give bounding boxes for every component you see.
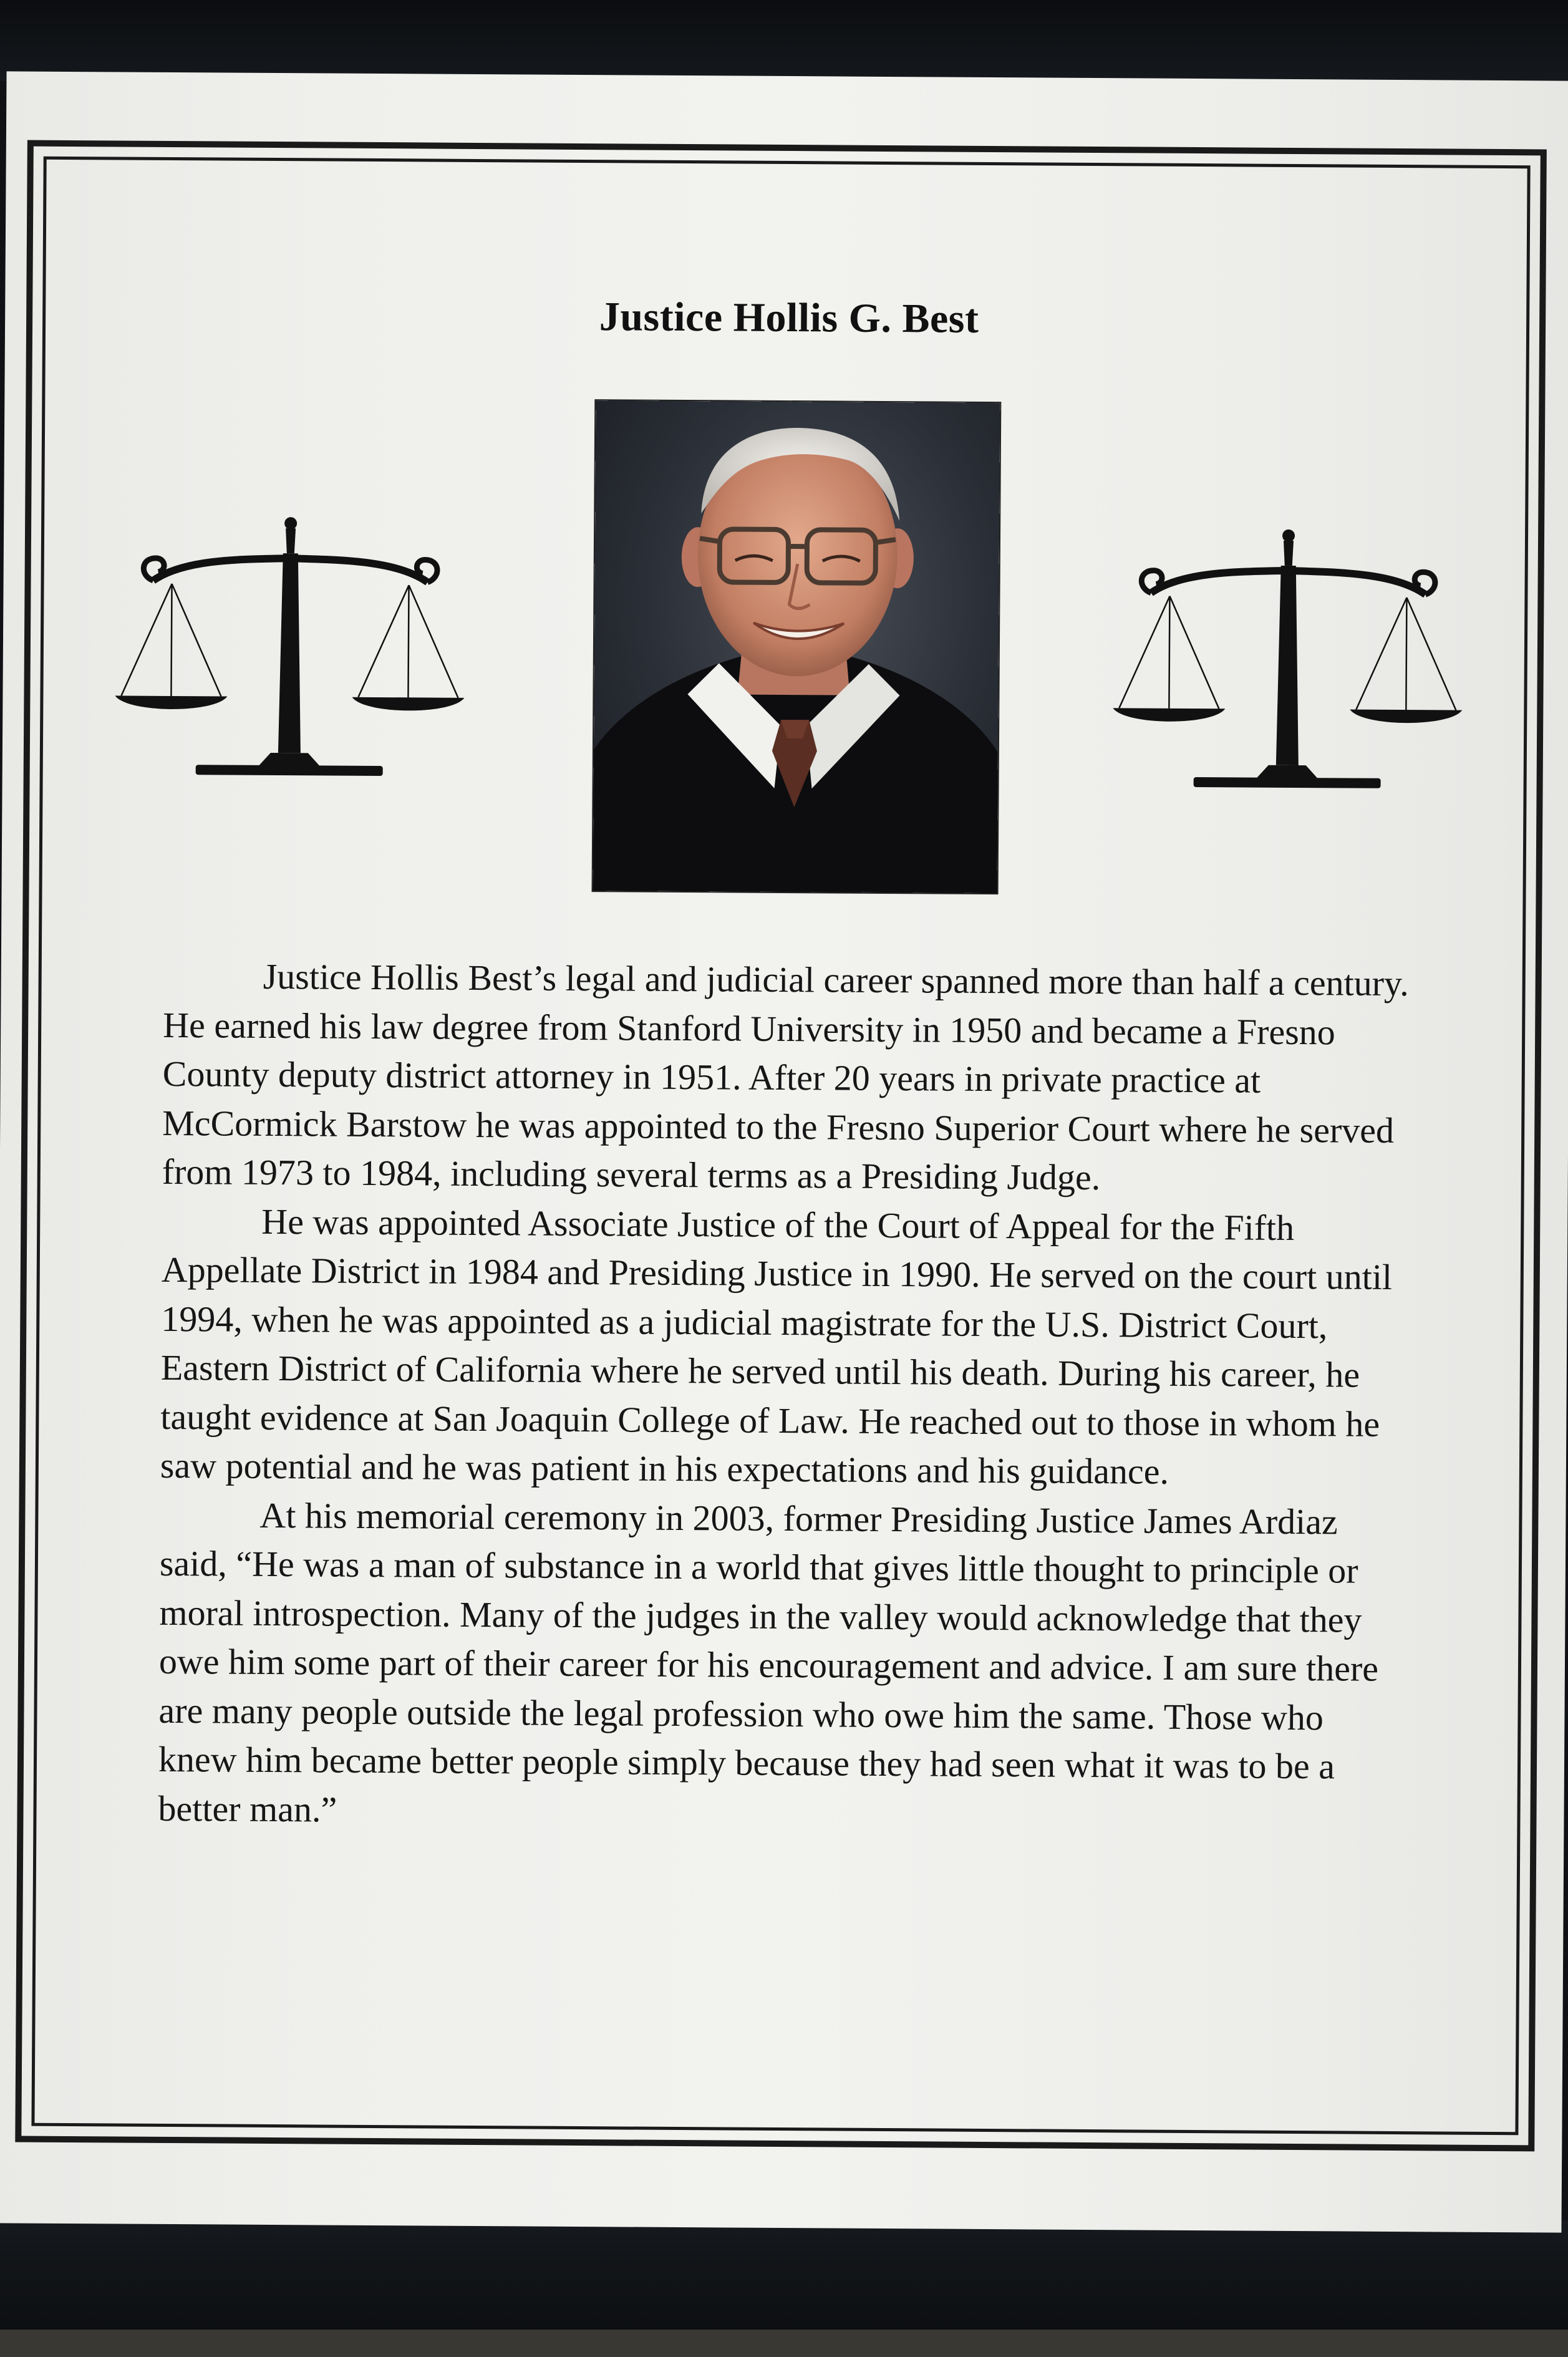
page-title: Justice Hollis G. Best	[599, 294, 979, 342]
portrait-illustration	[593, 400, 1000, 893]
scales-of-justice-icon	[1112, 527, 1463, 803]
biography-paragraph: At his memorial ceremony in 2003, former Presiding Justice James Ardiaz said, “He was a man of substance in a world that gives little thought to principle or moral introspection. Many of the judges in the valley would acknowledge that they owe him some part of their career for his encouragement and advice. I am sure there are many people outside the legal profession who owe him the same. Those who knew him became better people simply because they had seen what it was to be a better man.”	[158, 1494, 1379, 1830]
scales-of-justice-icon	[115, 515, 466, 791]
portrait-photo	[593, 400, 1000, 893]
biography-paragraph: Justice Hollis Best’s legal and judicial career spanned more than half a century. He earned his law degree from Stanford University in 1950 and became a Fresno County deputy district attorney in 1951. After 20 years in private practice at McCormick Barstow he was appointed to the Fresno Superior Court where he served from 1973 to 1984, including several terms as a Presiding Judge.	[162, 956, 1409, 1198]
biography-paragraph: He was appointed Associate Justice of the Court of Appeal for the Fifth Appellate District in 1984 and Presiding Justice in 1990. He served on the court until 1994, when he was appointed as a judicial magistrate for the U.S. District Court, Eastern District of California where he served until his death. During his career, he taught evidence at San Joaquin College of Law. He reached out to those in whom he saw potential and he was patient in his expectations and his guidance.	[160, 1201, 1393, 1492]
backdrop-floor	[0, 2330, 1568, 2357]
memorial-sheet	[0, 71, 1568, 2232]
backdrop-top	[0, 0, 1568, 81]
biography-text	[158, 952, 1411, 1841]
